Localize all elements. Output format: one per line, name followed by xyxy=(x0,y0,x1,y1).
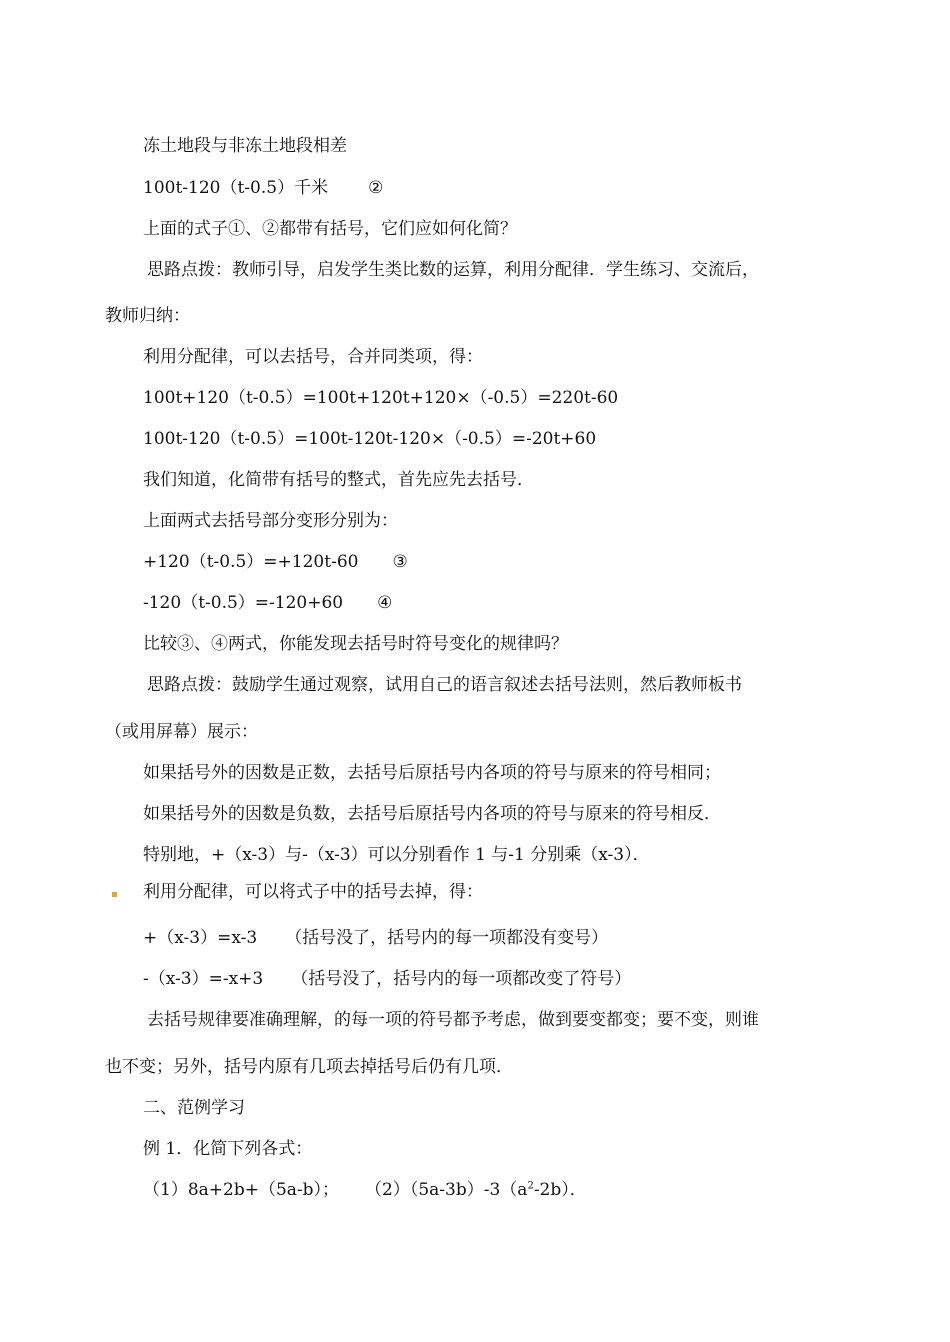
expression: +（x-3）=x-3 xyxy=(143,928,258,948)
text-line: 也不变；另外，括号内原有几项去掉括号后仍有几项． xyxy=(105,1057,513,1077)
equation-number: ③ xyxy=(392,552,408,572)
expression-line xyxy=(143,968,631,990)
example-heading: 例 1．化简下列各式： xyxy=(143,1139,313,1159)
equation-number: ④ xyxy=(377,593,393,613)
section-heading: 二、范例学习 xyxy=(143,1098,245,1118)
text-line: 如果括号外的因数是负数，去括号后原括号内各项的符号与原来的符号相反． xyxy=(143,804,721,824)
annotation: （括号没了，括号内的每一项都没有变号） xyxy=(285,928,609,948)
expression-line xyxy=(143,592,392,614)
text-line: 特别地，+（x-3）与-（x-3）可以分别看作 1 与-1 分别乘（x-3）． xyxy=(143,845,650,865)
text-line: 去括号规律要准确理解，的每一项的符号都予考虑，做到要变都变；要不变，则谁 xyxy=(147,1010,759,1030)
text-line: （或用屏幕）展示： xyxy=(105,722,258,742)
text-line: 教师归纳： xyxy=(105,306,190,326)
expression: 100t-120（t-0.5）千米 xyxy=(143,178,329,198)
text-line: 比较③、④两式，你能发现去括号时符号变化的规律吗？ xyxy=(143,634,568,654)
equation-number: ② xyxy=(368,178,384,198)
exercise-line xyxy=(143,1179,587,1201)
expression-line xyxy=(143,551,408,573)
text-line: 冻土地段与非冻土地段相差 xyxy=(143,136,347,156)
text-line: 如果括号外的因数是正数，去括号后原括号内各项的符号与原来的符号相同； xyxy=(143,763,721,783)
expression-line: 100t-120（t-0.5）=100t-120t-120×（-0.5）=-20t+60 xyxy=(143,429,597,449)
expression-line xyxy=(143,177,383,199)
text-line: 利用分配律，可以将式子中的括号去掉，得： xyxy=(143,882,483,902)
expression: -120（t-0.5）=-120+60 xyxy=(143,593,344,613)
text-line: 思路点拨：教师引导，启发学生类比数的运算，利用分配律．学生练习、交流后， xyxy=(147,260,759,280)
annotation: （括号没了，括号内的每一项都改变了符号） xyxy=(291,969,632,989)
text-line: 上面的式子①、②都带有括号，它们应如何化简？ xyxy=(143,219,517,239)
exercise-1: （1）8a+2b+（5a-b）； xyxy=(143,1180,340,1200)
exercise-2: $(2)(5a-3b)-3(a^2-2b)$． xyxy=(365,1180,587,1200)
text-line: 我们知道，化简带有括号的整式，首先应先去括号． xyxy=(143,470,534,490)
expression-line: 100t+120（t-0.5）=100t+120t+120×（-0.5）=220t-60 xyxy=(143,388,619,408)
text-line: 上面两式去括号部分变形分别为： xyxy=(143,511,398,531)
expression: +120（t-0.5）=+120t-60 xyxy=(143,552,359,572)
text-line: 利用分配律，可以去括号，合并同类项，得： xyxy=(143,347,483,367)
text-line: 思路点拨：鼓励学生通过观察，试用自己的语言叙述去括号法则，然后教师板书 xyxy=(147,675,742,695)
expression: -（x-3）=-x+3 xyxy=(143,969,264,989)
expression-line xyxy=(143,927,608,949)
highlight-mark xyxy=(112,892,117,897)
